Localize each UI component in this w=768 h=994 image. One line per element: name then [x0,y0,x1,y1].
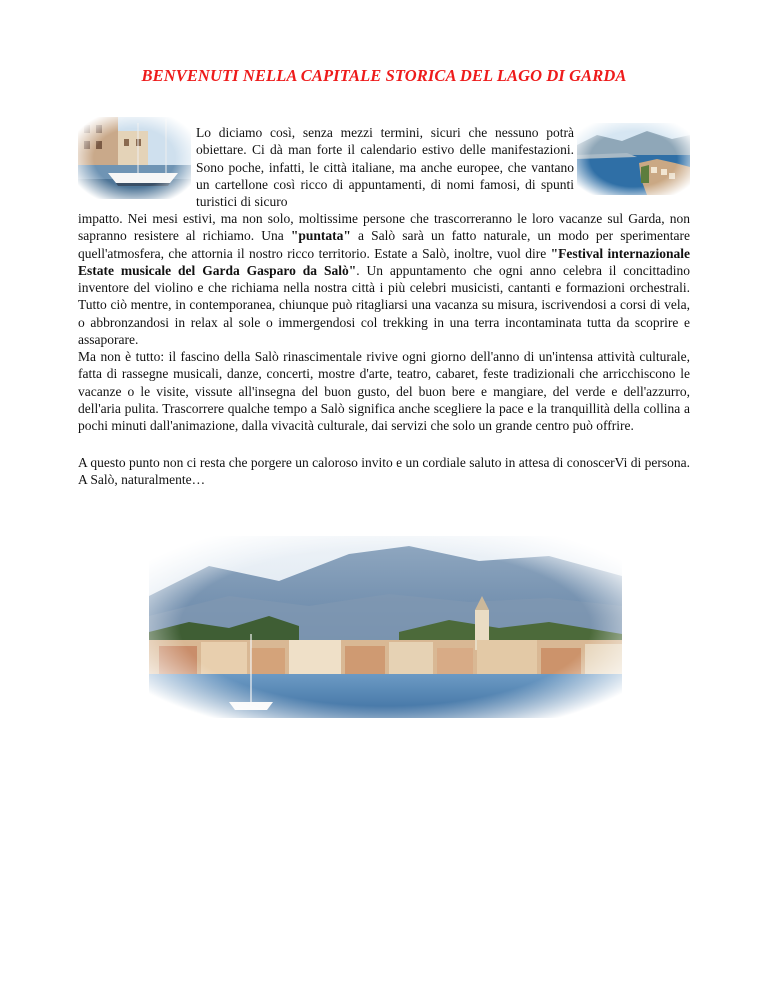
festival-bold-text: "Festival internazionale Estate musicale del Garda Gasparo da Salò" [78,245,690,278]
first-paragraph-continuation [78,210,690,348]
intro-text [196,124,574,210]
salo-lakefront-panorama-photo [149,536,622,718]
page-title: BENVENUTI NELLA CAPITALE STORICA DEL LAGO DI GARDA [141,66,627,85]
second-paragraph: Ma non è tutto: il fascino della Salò rinascimentale rivive ogni giorno dell'anno di un'intensa attività culturale, fatta di rassegne musicali, danze, concerti, mostre d'arte, teatro, cabaret, feste tradizionali che arricchiscono le vacanze o le visite, vissute all'insegna del buon gusto, del buon bere e mangiare, del verde e dell'azzurro, dell'aria pulita. Trascorrere qualche tempo a Salò significa anche scegliere la pace e la tranquillità della collina a pochi minuti dall'animazione, dalla vivacità culturale, dai servizi che solo un grande centro può offrire. [78,349,690,434]
continuation-text-b: a Salò sarà un fatto naturale, un modo per sperimentare quell'atmosfera, che attornia il nostro ricco territorio. Estate a Salò, inoltre, vuol dire [78,228,690,261]
harbor-sailboat-photo [78,117,191,199]
continuation-paragraph [78,210,690,348]
puntata-bold-text: "puntata" [290,228,351,244]
third-paragraph-block [78,454,690,489]
intro-paragraph: Lo diciamo così, senza mezzi termini, sicuri che nessuno potrà obiettare. Ci dà man forte il calendario estivo delle manifestazioni. Sono poche, infatti, le città italiane, ma anche europee, che vantano un cartellone così ricco di appuntamenti, di nomi famosi, di spunti turistici di sicuro [196,125,574,210]
lake-garda-coast-photo [577,123,690,195]
continuation-text-a: impatto. Nei mesi estivi, ma non solo, moltissime persone che trascorreranno le loro vacanze sul Garda, non sapranno resistere al richiamo. Una [78,211,690,244]
continuation-text-c: . Un appuntamento che ogni anno celebra il concittadino inventore del violino e che richiama nella nostra città i più celebri musicisti, cantanti e formazioni orchestrali. Tutto ciò mentre, in contemporanea, chiunque può ritagliarsi una vacanza su misura, iscrivendosi a corsi di vela, o abbronzandosi in relax al sole o immergendosi col trekking in una terra incontaminata tutta da scoprire e assaporare. [78,262,690,348]
third-paragraph: A questo punto non ci resta che porgere un caloroso invito e un cordiale saluto in attesa di conoscerVi di persona. A Salò, naturalmente… [78,455,690,488]
second-paragraph-block [78,348,690,434]
